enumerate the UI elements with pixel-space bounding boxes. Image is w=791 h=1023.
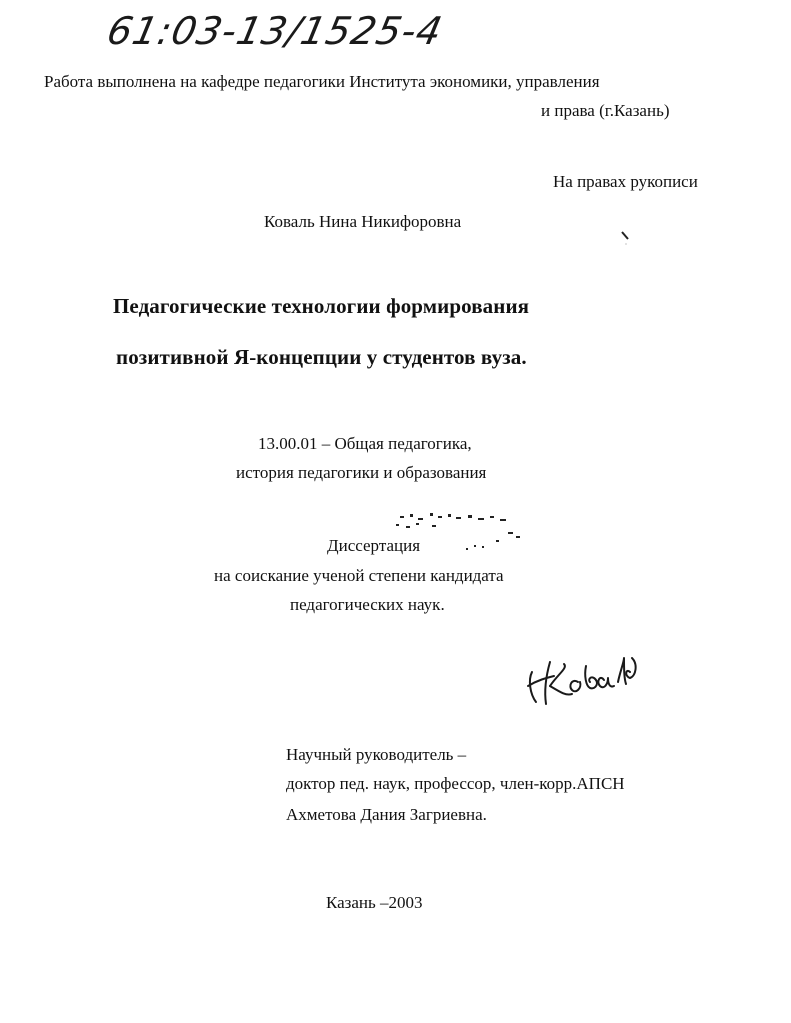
city-year: Казань –2003: [326, 893, 423, 912]
author-name: Коваль Нина Никифоровна: [264, 212, 462, 231]
manuscript-note: На правах рукописи: [553, 172, 698, 191]
institution-line-2: и права (г.Казань): [541, 101, 670, 120]
supervisor-label: Научный руководитель –: [286, 745, 467, 764]
handwritten-signature: [520, 628, 670, 708]
specialty-line-2: история педагогики и образования: [236, 463, 487, 482]
institution-line-1: Работа выполнена на кафедре педагогики Института экономики, управления: [44, 72, 600, 91]
handwritten-archive-code: 61:03-13/1525-4: [103, 9, 447, 53]
specialty-line-1: 13.00.01 – Общая педагогика,: [258, 434, 472, 453]
degree-line-1: Диссертация: [327, 536, 421, 555]
degree-line-2: на соискание ученой степени кандидата: [214, 566, 504, 585]
scan-mark: [620, 230, 632, 246]
supervisor-credentials: доктор пед. наук, профессор, член-корр.АПСН: [286, 774, 625, 793]
dissertation-title-line-2: позитивной Я-концепции у студентов вуза.: [116, 345, 527, 369]
dissertation-title-line-1: Педагогические технологии формирования: [113, 294, 530, 318]
supervisor-name: Ахметова Дания Загриевна.: [286, 805, 487, 824]
degree-line-3: педагогических наук.: [290, 595, 445, 614]
